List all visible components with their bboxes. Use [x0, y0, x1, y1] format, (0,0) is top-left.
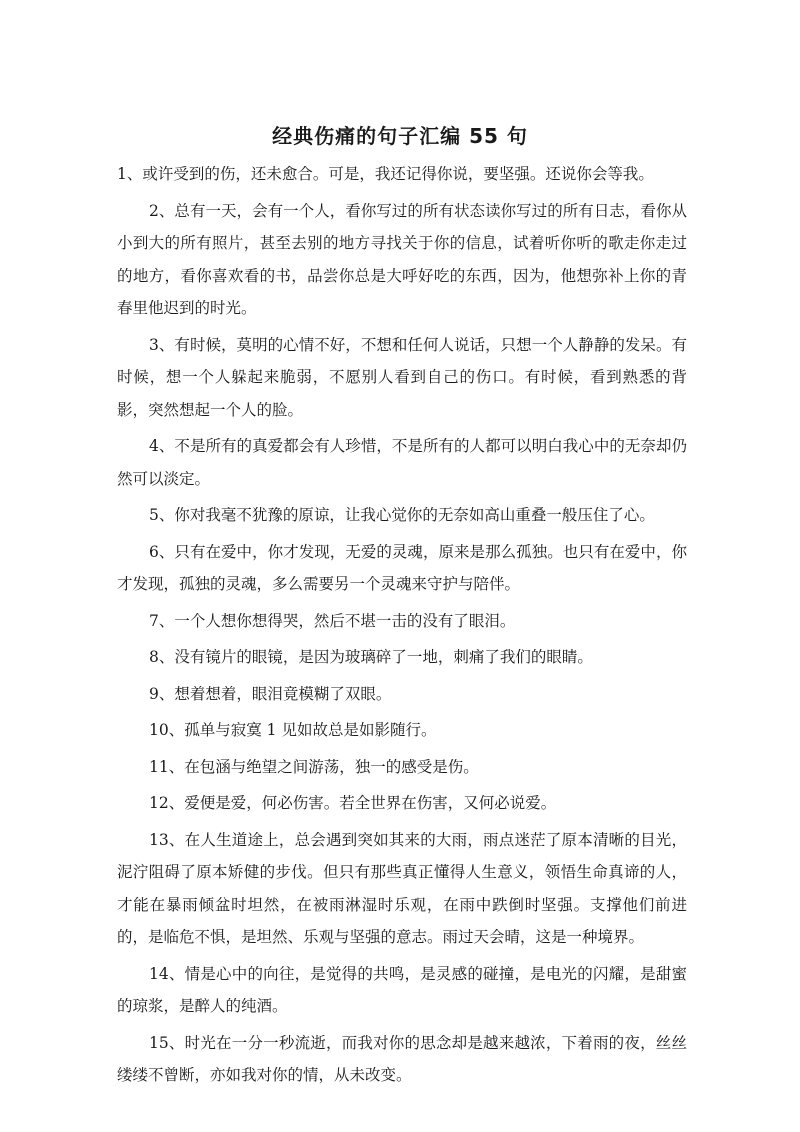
paragraph-3: 3、有时候，莫明的心情不好，不想和任何人说话，只想一个人静静的发呆。有时候，想一个人躲起来脆弱，不愿别人看到自己的伤口。有时候，看到熟悉的背影，突然想起一个人的脸。 — [117, 335, 687, 419]
paragraph-4: 4、不是所有的真爱都会有人珍惜，不是所有的人都可以明白我心中的无奈却仍然可以淡定。 — [117, 437, 687, 488]
paragraph-11: 11、在包涵与绝望之间游荡，独一的感受是伤。 — [149, 757, 479, 776]
paragraph-6: 6、只有在爱中，你才发现，无爱的灵魂，原来是那么孤独。也只有在爱中，你才发现，孤独的灵魂，多么需要另一个灵魂来守护与陪伴。 — [117, 542, 687, 593]
paragraph-7: 7、一个人想你想得哭，然后不堪一击的没有了眼泪。 — [149, 611, 516, 630]
paragraph-14: 14、情是心中的向往，是觉得的共鸣，是灵感的碰撞，是电光的闪耀，是甜蜜的琼浆，是醉人的纯酒。 — [117, 964, 687, 1015]
paragraph-15: 15、时光在一分一秒流逝，而我对你的思念却是越来越浓，下着雨的夜，丝丝缕缕不曾断，亦如我对你的情，从未改变。 — [117, 1033, 687, 1084]
paragraph-1: 1、或许受到的伤，还未愈合。可是，我还记得你说，要坚强。还说你会等我。 — [117, 165, 654, 183]
paragraph-5: 5、你对我毫不犹豫的原谅，让我心觉你的无奈如高山重叠一般压住了心。 — [149, 506, 655, 524]
paragraph-13: 13、在人生道途上，总会遇到突如其来的大雨，雨点迷茫了原本清晰的目光，泥泞阻碍了原本矫健的步伐。但只有那些真正懂得人生意义，领悟生命真谛的人，才能在暴雨倾盆时坦然，在被雨淋湿时乐观，在雨中跌倒时坚强。支撑他们前进的，是临危不惧，是坦然、乐观与坚强的意志。雨过天会晴，这是一种境界。 — [117, 830, 687, 946]
paragraph-2: 2、总有一天，会有一个人，看你写过的所有状态读你写过的所有日志，看你从小到大的所有照片，甚至去别的地方寻找关于你的信息，试着听你听的歌走你走过的地方，看你喜欢看的书，品尝你总是大呼好吃的东西，因为，他想弥补上你的青春里他迟到的时光。 — [117, 201, 687, 317]
paragraph-10: 10、孤单与寂寞 1 见如故总是如影随行。 — [149, 721, 437, 739]
document-body — [117, 158, 687, 1096]
paragraph-12: 12、爱便是爱，何必伤害。若全世界在伤害，又何必说爱。 — [149, 794, 557, 812]
paragraph-8: 8、没有镜片的眼镜，是因为玻璃碎了一地，刺痛了我们的眼睛。 — [149, 648, 593, 666]
document-title: 经典伤痛的句子汇编 55 句 — [272, 124, 528, 148]
paragraph-9: 9、想着想着，眼泪竟模糊了双眼。 — [149, 684, 392, 703]
